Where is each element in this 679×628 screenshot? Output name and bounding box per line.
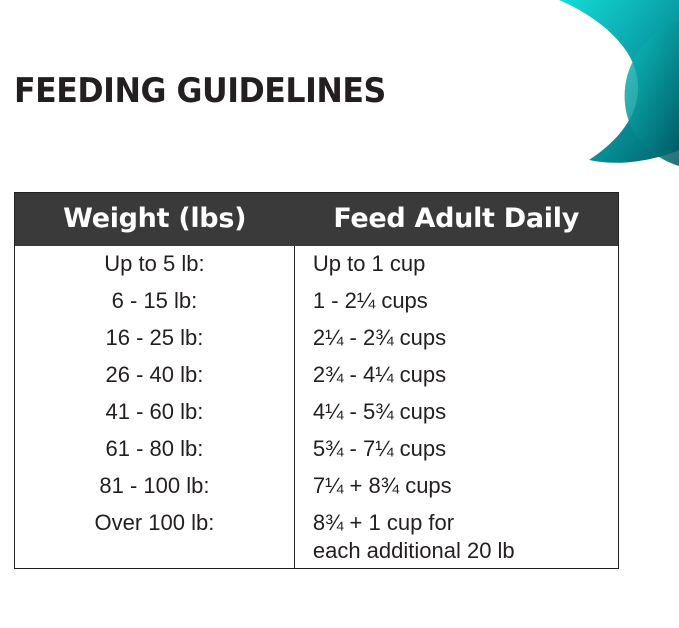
table-header-row xyxy=(15,193,618,246)
column-header-feed-adult-daily: Feed Adult Daily xyxy=(294,193,618,246)
cell-amount xyxy=(294,505,618,568)
cell-weight: 41 - 60 lb: xyxy=(15,394,294,431)
cell-weight: 26 - 40 lb: xyxy=(15,357,294,394)
cell-amount: 2¾ - 4¼ cups xyxy=(312,362,447,387)
table-row xyxy=(15,357,618,394)
cell-weight: Over 100 lb: xyxy=(15,505,294,568)
cell-amount: 4¼ - 5¾ cups xyxy=(312,399,447,424)
table-row xyxy=(15,505,618,568)
cell-weight: 16 - 25 lb: xyxy=(15,320,294,357)
cell-weight: 81 - 100 lb: xyxy=(15,468,294,505)
table-body xyxy=(15,246,618,568)
cell-weight: Up to 5 lb: xyxy=(15,246,294,283)
column-header-weight: Weight (lbs) xyxy=(15,193,294,246)
cell-weight: 61 - 80 lb: xyxy=(15,431,294,468)
cell-amount: 2¼ - 2¾ cups xyxy=(312,325,447,350)
cell-amount-line1: 8¾ + 1 cup for xyxy=(312,510,455,535)
cell-amount: Up to 1 cup xyxy=(312,251,426,276)
teal-swoosh-graphic xyxy=(439,0,679,180)
table-row xyxy=(15,283,618,320)
feeding-guidelines-table-container xyxy=(14,192,619,569)
table-row xyxy=(15,320,618,357)
table-row xyxy=(15,246,618,283)
cell-amount: 7¼ + 8¾ cups xyxy=(312,473,452,498)
table-row xyxy=(15,394,618,431)
cell-amount: 1 - 2¼ cups xyxy=(312,288,428,313)
cell-amount: 5¾ - 7¼ cups xyxy=(312,436,447,461)
table-header xyxy=(15,193,618,246)
cell-weight: 6 - 15 lb: xyxy=(15,283,294,320)
page-title: FEEDING GUIDELINES xyxy=(14,71,386,111)
feeding-guidelines-table xyxy=(15,193,618,568)
cell-amount-line2: each additional 20 lb xyxy=(312,538,515,563)
table-row xyxy=(15,431,618,468)
table-row xyxy=(15,468,618,505)
